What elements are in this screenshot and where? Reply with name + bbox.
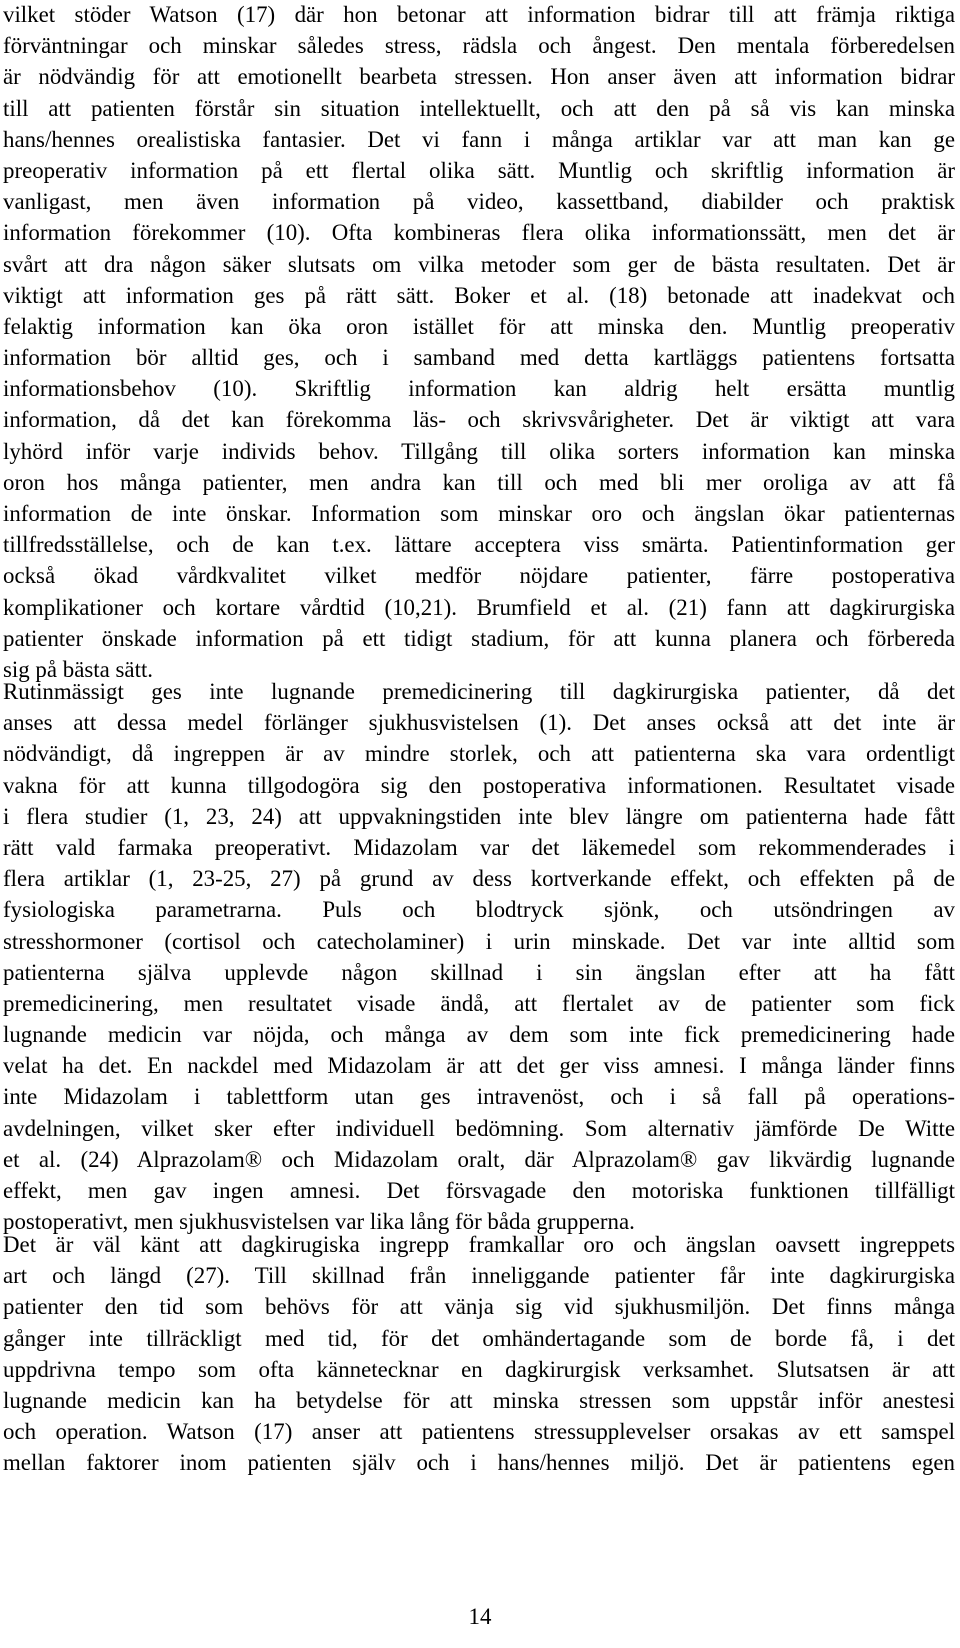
text-line: hans/hennes orealistiska fantasier. Det vi fann i många artiklar var att man kan ge (3, 126, 955, 152)
text-line: informationsbehov (10). Skriftlig information kan aldrig helt ersätta muntlig (3, 376, 955, 402)
text-line: information bör alltid ges, och i samband med detta kartläggs patientens fortsatta (3, 345, 955, 371)
text-line: inte Midazolam i tablettform utan ges intravenöst, och i så fall på operations- (3, 1084, 955, 1110)
text-line: Rutinmässigt ges inte lugnande premedicinering till dagkirurgiska patienter, då det (3, 679, 955, 704)
text-line: också ökad vårdkvalitet vilket medför nöjdare patienter, färre postoperativa (3, 563, 955, 589)
text-line: patienterna själva upplevde någon skillnad i sin ängslan efter att ha fått (3, 959, 955, 985)
text-line: vilket stöder Watson (17) där hon betonar att information bidrar till att främja riktiga (3, 2, 955, 27)
text-line: i flera studier (1, 23, 24) att uppvakningstiden inte blev längre om patienterna hade fått (3, 803, 955, 829)
text-line: till att patienten förstår sin situation intellektuellt, och att den på så vis kan minska (3, 95, 955, 121)
text-line: patienter den tid som behövs för att vänja sig vid sjukhusmiljön. Det finns många (3, 1294, 955, 1320)
text-line: avdelningen, vilket sker efter individuell bedömning. Som alternativ jämförde De Witte (3, 1115, 955, 1141)
text-line: och operation. Watson (17) anser att patientens stressupplevelser orsakas av ett samspel (3, 1419, 955, 1445)
text-line: vakna för att kunna tillgodogöra sig den postoperativa informationen. Resultatet visade (3, 772, 955, 798)
text-line: vanligast, men även information på video, kassettband, diabilder och praktisk (3, 189, 955, 215)
text-line: rätt vald farmaka preoperativt. Midazolam var det läkemedel som rekommenderades i (3, 834, 955, 860)
text-line: svårt att dra någon säker slutsats om vilka metoder som ger de bästa resultaten. Det är (3, 251, 955, 277)
text-line: anses att dessa medel förlänger sjukhusvistelsen (1). Det anses också att det inte är (3, 710, 955, 736)
text-line: nödvändigt, då ingreppen är av mindre storlek, och att patienterna ska vara ordentligt (3, 741, 955, 767)
text-line: fysiologiska parametrarna. Puls och blodtryck sjönk, och utsöndringen av (3, 897, 955, 923)
text-line: mellan faktorer inom patienten själv och i hans/hennes miljö. Det är patientens egen (3, 1450, 955, 1476)
text-line: art och längd (27). Till skillnad från inneliggande patienter får inte dagkirurgiska (3, 1263, 955, 1289)
text-line: et al. (24) Alprazolam® och Midazolam oralt, där Alprazolam® gav likvärdig lugnande (3, 1146, 955, 1172)
text-line: viktigt att information ges på rätt sätt. Boker et al. (18) betonade att inadekvat och (3, 282, 955, 308)
text-line: information förekommer (10). Ofta kombineras flera olika informationssätt, men det är (3, 220, 955, 246)
paragraph-premedication (3, 676, 955, 1237)
text-line: flera artiklar (1, 23-25, 27) på grund av dess kortverkande effekt, och effekten på de (3, 866, 955, 892)
paragraph-preoperative-information (3, 0, 955, 685)
text-line: preoperativ information på ett flertal olika sätt. Muntlig och skriftlig information är (3, 157, 955, 183)
text-line: velat ha det. En nackdel med Midazolam är att det ger viss amnesi. I många länder finns (3, 1053, 955, 1079)
text-line: stresshormoner (cortisol och catecholaminer) i urin minskade. Det var inte alltid som (3, 928, 955, 954)
text-line: lyhörd inför varje individs behov. Tillgång till olika sorters information kan minska (3, 438, 955, 464)
text-line: effekt, men gav ingen amnesi. Det försvagade den motoriska funktionen tillfälligt (3, 1178, 955, 1203)
text-line: information, då det kan förekomma läs- och skrivsvårigheter. Det är viktigt att vara (3, 407, 955, 433)
text-line: lugnande medicin var nöjda, och många av dem som inte fick premedicinering hade (3, 1022, 955, 1048)
text-line: premedicinering, men resultatet visade ändå, att flertalet av de patienter som fick (3, 990, 955, 1016)
text-line: information de inte önskar. Information som minskar oro och ängslan ökar patienternas (3, 501, 955, 526)
text-line: felaktig information kan öka oron istället för att minska den. Muntlig preoperativ (3, 313, 955, 339)
text-line: är nödvändig för att emotionellt bearbeta stressen. Hon anser även att information bidrar (3, 64, 955, 90)
text-line: lugnande medicin kan ha betydelse för att minska stressen som uppstår inför anestesi (3, 1387, 955, 1413)
text-line: Det är väl känt att dagkirugiska ingrepp framkallar oro och ängslan oavsett ingreppets (3, 1232, 955, 1257)
text-line: sig på bästa sätt. (3, 656, 154, 682)
text-line: komplikationer och kortare vårdtid (10,21). Brumfield et al. (21) fann att dagkirurgiska (3, 594, 955, 620)
text-line: patienter önskade information på ett tidigt stadium, för att kunna planera och förbereda (3, 625, 955, 651)
text-line: förväntningar och minskar således stress, rädsla och ångest. Den mentala förberedelsen (3, 33, 955, 59)
text-line: oron hos många patienter, men andra kan till och med bli mer oroliga av att få (3, 469, 955, 495)
text-line: gånger inte tillräckligt med tid, för det omhändertagande som de borde få, i det (3, 1325, 955, 1351)
page-number: 14 (468, 1604, 492, 1629)
text-line: tillfredsställelse, och de kan t.ex. lättare acceptera viss smärta. Patientinformation ger (3, 532, 955, 558)
text-line: postoperativt, men sjukhusvistelsen var lika lång för båda grupperna. (3, 1209, 635, 1235)
paragraph-day-surgery-anxiety (3, 1229, 955, 1479)
text-line: uppdrivna tempo som ofta kännetecknar en dagkirurgisk verksamhet. Slutsatsen är att (3, 1356, 955, 1382)
